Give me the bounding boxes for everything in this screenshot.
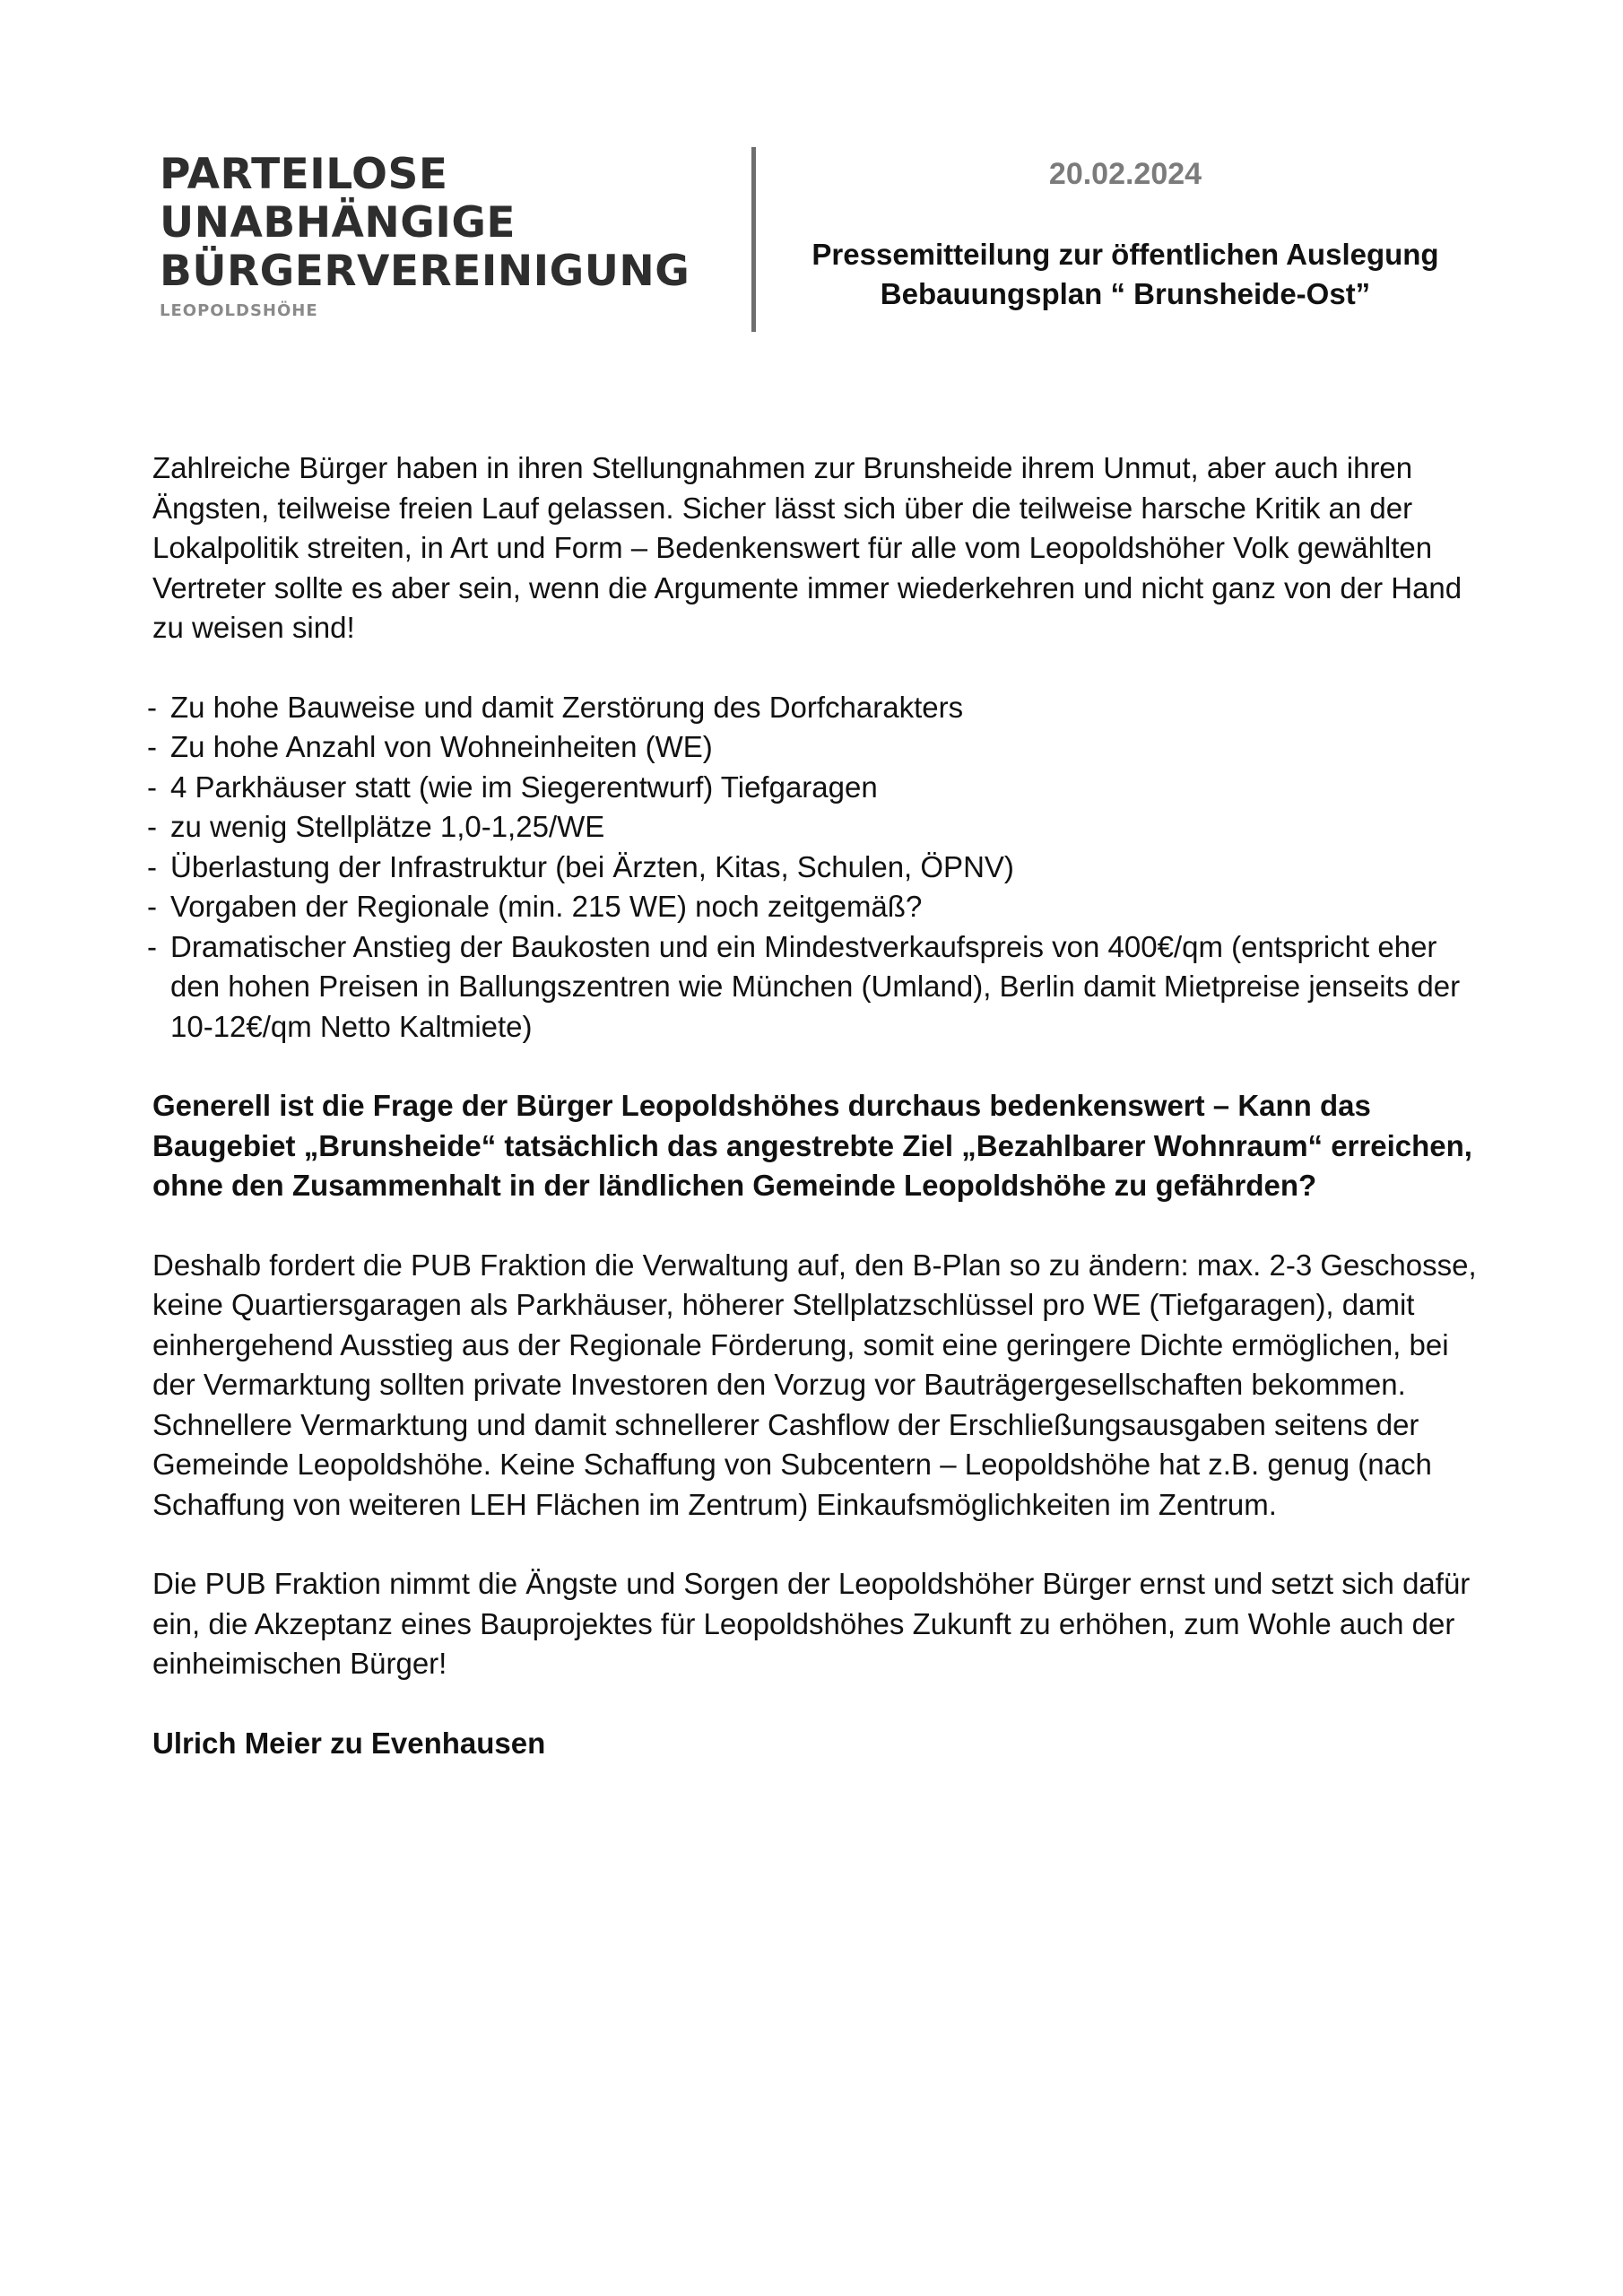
marketing-paragraph: Schnellere Vermarktung und damit schnellerer Cashflow der Erschließungsausgaben seitens der Gemeinde Leopoldshöhe. Keine Schaffung von Subcentern – Leopoldshöhe hat z.B. genug (nach Schaffung von weiteren LEH Flächen im Zentrum) Einkaufsmöglichkeiten im Zentrum. — [152, 1407, 1432, 1521]
list-item: - Vorgaben der Regionale (min. 215 WE) noch zeitgemäß? — [147, 890, 923, 923]
concerns-list — [147, 688, 1488, 1048]
list-item: - Dramatischer Anstieg der Baukosten und ein Mindestverkaufspreis von 400€/qm (entspricht eher den hohen Preisen in Ballungszentren wie München (Umland), Berlin damit Mietpreise jenseits der 10-12€/qm Netto Kaltmiete) — [147, 929, 1461, 1043]
logo-line-2: UNABHÄNGIGE — [160, 198, 516, 248]
list-item: - 4 Parkhäuser statt (wie im Siegerentwurf) Tiefgaragen — [147, 770, 878, 804]
intro-paragraph: Zahlreiche Bürger haben in ihren Stellungnahmen zur Brunsheide ihrem Unmut, aber auch ihren Ängsten, teilweise freien Lauf gelassen. Sicher lässt sich über die teilweise harsche Kritik an der Lokalpolitik streiten, in Art und Form – Bedenkenswert für alle vom Leopoldshöher Volk gewählten Vertreter sollte es aber sein, wenn die Argumente immer wiederkehren und nicht ganz von der Hand zu weisen sind! — [152, 451, 1462, 644]
release-date: 20.02.2024 — [1048, 157, 1202, 191]
header-info — [771, 157, 1480, 314]
subject-line-2: Bebauungsplan “ Brunsheide-Ost” — [880, 277, 1371, 310]
signature: Ulrich Meier zu Evenhausen — [152, 1726, 546, 1760]
key-question: Generell ist die Frage der Bürger Leopoldshöhes durchaus bedenkenswert – Kann das Baugebiet „Brunsheide“ tatsächlich das angestrebte Ziel „Bezahlbarer Wohnraum“ erreichen, ohne den Zusammenhalt in der ländlichen Gemeinde Leopoldshöhe zu gefährden? — [152, 1089, 1472, 1202]
list-item: - Zu hohe Anzahl von Wohneinheiten (WE) — [147, 730, 713, 763]
logo-initial-p: P — [160, 150, 187, 199]
list-item: - Zu hohe Bauweise und damit Zerstörung des Dorfcharakters — [147, 690, 964, 724]
logo-line-1: PARTEILOSE — [160, 150, 448, 199]
list-item: - zu wenig Stellplätze 1,0-1,25/WE — [147, 810, 605, 843]
logo-initial-u: U — [160, 198, 195, 248]
release-body — [147, 448, 1488, 1763]
subject-line-1: Pressemitteilung zur öffentlichen Auslegung — [812, 238, 1439, 271]
demands-paragraph: Deshalb fordert die PUB Fraktion die Verwaltung auf, den B-Plan so zu ändern: max. 2-3 Geschosse, keine Quartiersgaragen als Parkhäuser, höherer Stellplatzschlüssel pro WE (Tiefgaragen), damit einhergehend Ausstieg aus der Regionale Förderung, somit eine geringere Dichte ermöglichen, bei der Vermarktung sollten private Investoren den Vorzug vor Bauträgergesellschaften bekommen. — [152, 1248, 1477, 1401]
closing-paragraph: Die PUB Fraktion nimmt die Ängste und Sorgen der Leopoldshöher Bürger ernst und setzt sich dafür ein, die Akzeptanz eines Bauprojektes für Leopoldshöhes Zukunft zu erhöhen, zum Wohle auch der einheimischen Bürger! — [152, 1567, 1471, 1680]
list-item: - Überlastung der Infrastruktur (bei Ärzten, Kitas, Schulen, ÖPNV) — [147, 849, 1014, 883]
header-divider — [751, 147, 756, 332]
logo-line-3: BÜRGERVEREINIGUNG — [160, 247, 690, 296]
release-subject — [771, 235, 1480, 314]
logo-subline: LEOPOLDSHÖHE — [160, 301, 318, 320]
organization-logo — [160, 151, 733, 320]
logo-initial-b: B — [160, 247, 193, 296]
